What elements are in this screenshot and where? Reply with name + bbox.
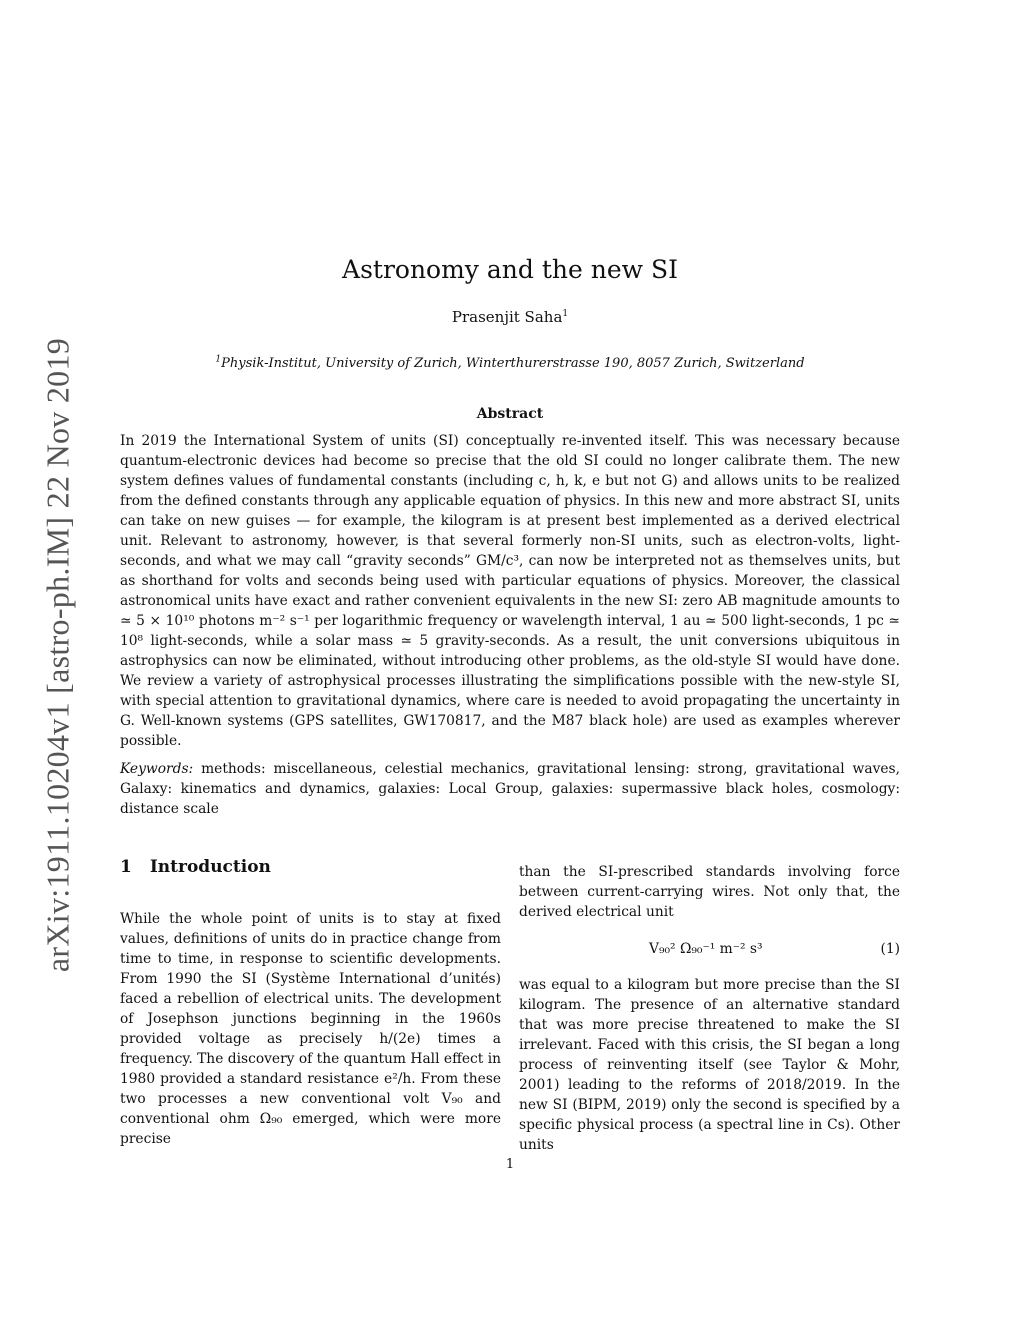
abstract-text: In 2019 the International System of units (SI) conceptually re-invented itself. This was necessary because quantum-electronic devices had become so precise that the old SI could no longer calibrate them. The new system defines values of fundamental constants (including c, h, k, e but not G) and allows units to be realized from the defined constants through any applicable equation of physics. In this new and more abstract SI, units can take on new guises — for example, the kilogram is at present best implemented as a derived electrical unit. Relevant to astronomy, however, is that several formerly non-SI units, such as electron-volts, light-seconds, and what we may call “gravity seconds” GM/c³, can now be interpreted not as themselves units, but as shorthand for volts and seconds being used with particular equations of physics. Moreover, the classical astronomical units have exact and rather convenient equivalents in the new SI: zero AB magnitude amounts to ≃ 5 × 10¹⁰ photons m⁻² s⁻¹ per logarithmic frequency or wavelength interval, 1 au ≃ 500 light-seconds, 1 pc ≃ 10⁸ light-seconds, while a solar mass ≃ 5 gravity-seconds. As a result, the unit conversions ubiquitous in astrophysics can now be eliminated, without introducing other problems, as the old-style SI would have done. We review a variety of astrophysical processes illustrating the simplifications possible with the new-style SI, with special attention to gravitational dynamics, where care is needed to avoid propagating the uncertainty in G. Well-known systems (GPS satellites, GW170817, and the M87 black hole) are used as examples wherever possible. [120, 433, 900, 749]
right-column-text-1: than the SI-prescribed standards involving force between current-carrying wires. Not only that, the derived electrical unit [519, 864, 900, 920]
section-heading [120, 857, 271, 877]
left-column-text: While the whole point of units is to stay at fixed values, definitions of units do in practice change from time to time, in response to scientific developments. From 1990 the SI (Système International d’unités) faced a rebellion of electrical units. The development of Josephson junctions beginning in the 1960s provided voltage as precisely h/(2e) times a frequency. The discovery of the quantum Hall effect in 1980 provided a standard resistance e²/h. From these two processes a new conventional volt V₉₀ and conventional ohm Ω₉₀ emerged, which were more precise [120, 911, 501, 1147]
author-name: Prasenjit Saha [451, 308, 563, 326]
affiliation-superscript: 1 [215, 354, 222, 365]
author-superscript: 1 [562, 309, 569, 319]
author-line [0, 308, 1020, 326]
paper-title: Astronomy and the new SI [342, 255, 678, 284]
keywords-label: Keywords: [120, 761, 194, 777]
abstract-block [120, 431, 900, 819]
arxiv-identifier: arXiv:1911.10204v1 [astro-ph.IM] 22 Nov 2019 [39, 337, 76, 973]
affiliation-line [0, 356, 1020, 371]
section-title: Introduction [149, 857, 271, 877]
affiliation: Physik-Institut, University of Zurich, Winterthurerstrasse 190, 8057 Zurich, Switzerland [221, 356, 805, 371]
page-number: 1 [505, 1157, 515, 1172]
equation-1 [519, 939, 900, 959]
section-number: 1 [120, 857, 132, 877]
equation-expression: V₉₀² Ω₉₀⁻¹ m⁻² s³ [649, 941, 763, 957]
equation-number: (1) [880, 941, 900, 957]
keywords [120, 759, 900, 819]
left-column [120, 909, 501, 1149]
right-column-text-2: was equal to a kilogram but more precise than the SI kilogram. The presence of an alternative standard that was more precise threatened to make the SI irrelevant. Faced with this crisis, the SI began a long process of reinventing itself (see Taylor & Mohr, 2001) leading to the reforms of 2018/2019. In the new SI (BIPM, 2019) only the second is specified by a specific physical process (a spectral line in Cs). Other units [519, 977, 900, 1153]
abstract-heading: Abstract [476, 406, 544, 422]
right-column [519, 862, 900, 1155]
keywords-text: methods: miscellaneous, celestial mechanics, gravitational lensing: strong, gravitational waves, Galaxy: kinematics and dynamics, galaxies: Local Group, galaxies: supermassive black holes, cosmology: distance scale [120, 761, 901, 817]
